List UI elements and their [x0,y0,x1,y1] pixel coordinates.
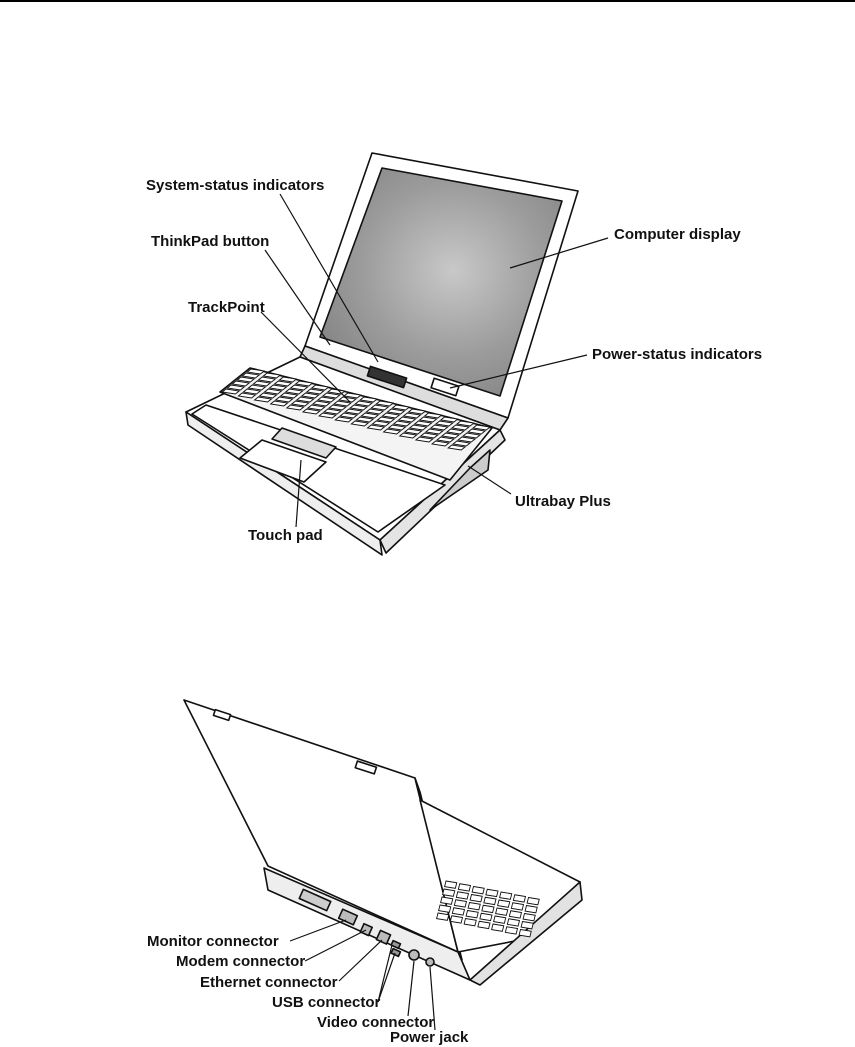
label-usb-connector: USB connector [272,994,381,1011]
label-power-jack: Power jack [390,1029,469,1046]
rear-keyboard-key [443,889,455,896]
rear-keyboard-key [519,930,531,937]
rear-keyboard-key [496,908,508,915]
rear-keyboard-key [464,919,476,926]
label-touch-pad: Touch pad [248,527,323,544]
label-system-status-indicators: System-status indicators [146,177,325,194]
label-power-status-indicators: Power-status indicators [592,346,763,363]
rear-keyboard-key [454,900,466,907]
rear-keyboard-key [456,892,468,899]
rear-keyboard-key [498,900,510,907]
rear-keyboard-key [525,906,537,913]
label-trackpoint: TrackPoint [188,299,265,316]
rear-keyboard-key [480,913,492,920]
label-thinkpad-button: ThinkPad button [151,233,270,250]
label-ethernet-connector: Ethernet connector [200,974,338,991]
rear-keyboard-key [492,924,504,931]
rear-keyboard-key [513,895,525,902]
rear-keyboard-key [466,911,478,918]
rear-keyboard-key [478,921,490,928]
video-port [409,950,419,960]
rear-keyboard-key [523,914,535,921]
rear-keyboard-key [509,911,521,918]
power-jack-port [426,958,434,966]
rear-keyboard-key [494,916,506,923]
rear-keyboard-key [500,892,512,899]
rear-keyboard-key [445,881,457,888]
label-modem-connector: Modem connector [176,953,306,970]
rear-keyboard-key [452,908,464,915]
label-ultrabay-plus: Ultrabay Plus [515,493,611,510]
rear-keyboard-key [470,895,482,902]
rear-keyboard-key [527,898,539,905]
usb-port-2 [391,949,400,957]
rear-keyboard-key [486,889,498,896]
label-monitor-connector: Monitor connector [147,933,279,950]
rear-keyboard-key [441,897,453,904]
label-computer-display: Computer display [614,226,741,243]
rear-keyboard-key [437,913,449,920]
rear-keyboard-key [482,905,494,912]
rear-keyboard-key [458,884,470,891]
rear-keyboard-key [468,903,480,910]
rear-keyboard-key [472,887,484,894]
rear-keyboard-key [507,919,519,926]
rear-keyboard-key [505,927,517,934]
rear-keyboard-key [511,903,523,910]
rear-keyboard-key [450,916,462,923]
rear-keyboard-key [521,922,533,929]
rear-keyboard-key [439,905,451,912]
rear-keyboard-key [484,897,496,904]
label-video-connector: Video connector [317,1014,435,1031]
